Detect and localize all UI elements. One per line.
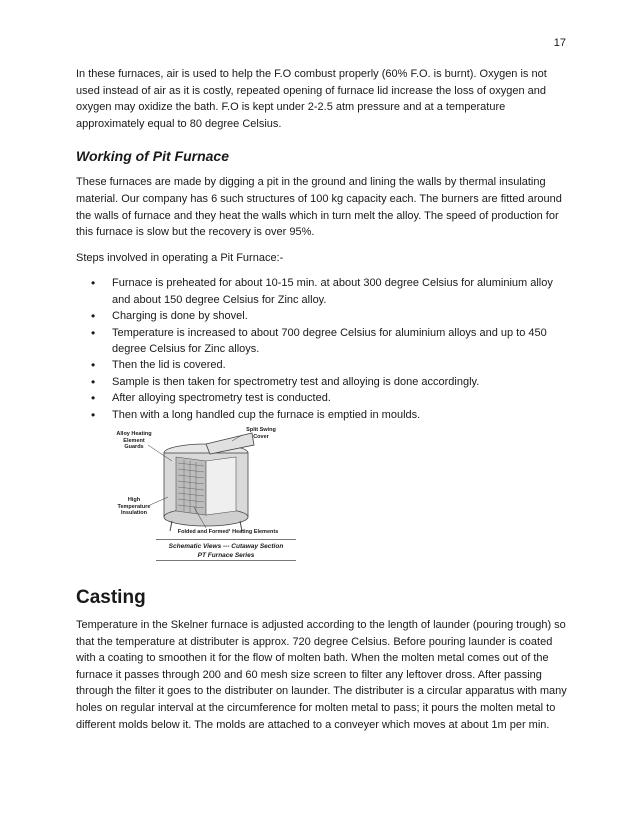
steps-list xyxy=(76,275,568,423)
pit-furnace-heading: Working of Pit Furnace xyxy=(76,148,229,165)
list-item: • Furnace is preheated for about 10-15 min. at about 300 degree Celsius for aluminium alloy and about 150 degree Celsius for Zinc alloy. xyxy=(76,275,568,308)
list-item: • Then with a long handled cup the furnace is emptied in moulds. xyxy=(76,407,568,423)
list-item: • Temperature is increased to about 700 degree Celsius for aluminium alloys and up to 450 degree Celsius for Zinc alloys. xyxy=(76,325,568,358)
list-item: • Charging is done by shovel. xyxy=(76,308,568,324)
pit-furnace-figure xyxy=(114,427,296,561)
figure-caption xyxy=(156,539,296,561)
casting-heading: Casting xyxy=(76,587,146,608)
figure-caption-line1: Schematic Views --- Cutaway Section xyxy=(168,543,284,550)
list-item: • Sample is then taken for spectrometry test and alloying is done accordingly. xyxy=(76,374,568,390)
page-content xyxy=(76,66,568,733)
figure-caption-line2: PT Furnace Series xyxy=(197,552,255,559)
figure-label-guards: Alloy Heating Element Guards xyxy=(116,431,152,450)
steps-intro: Steps involved in operating a Pit Furnace:- xyxy=(76,251,284,264)
intro-paragraph: In these furnaces, air is used to help the F.O combust properly (60% F.O. is burnt). Oxygen is not used instead of air as it is costly, repeated opening of furnace lid increase the loss of oxygen and oxygen may oxidize the bath. F.O is kept under 2-2.5 atm pressure and at a temperature approximately equal to 80 degree Celsius. xyxy=(76,68,547,130)
list-item: • Then the lid is covered. xyxy=(76,357,568,373)
figure-label-cover: Split Swing Cover xyxy=(246,427,276,440)
casting-paragraph: Temperature in the Skelner furnace is adjusted according to the length of launder (pouring trough) so that the temperature at distributer is approx. 720 degree Celsius. Before pouring launder is coated with a coating to smoothen it for the flow of molten bath. When the molten metal comes out of the furnace it passes through 200 and 60 mesh size screen to filter any leftover dross. After passing through the filter it goes to the distributer on launder. The distributer is a circular apparatus with many holes on regular interval at the circumference for molten metal to pass; it pours the molten metal to different molds below it. The molds are attached to a conveyer which moves at about 1m per min. xyxy=(76,619,567,731)
figure-label-elements: Folded and Formed¹ Heating Elements xyxy=(177,529,279,535)
figure-label-insulation: High Temperature Insulation xyxy=(117,497,151,516)
pit-furnace-paragraph: These furnaces are made by digging a pit in the ground and lining the walls by thermal insulating material. Our company has 6 such structures of 100 kg capacity each. The burners are fitted around the walls of furnace and they heat the walls which in turn melt the alloy. The speed of production for this furnace is slow but the recovery is over 95%. xyxy=(76,176,562,239)
list-item: • After alloying spectrometry test is conducted. xyxy=(76,390,568,406)
page-number: 17 xyxy=(553,37,566,49)
